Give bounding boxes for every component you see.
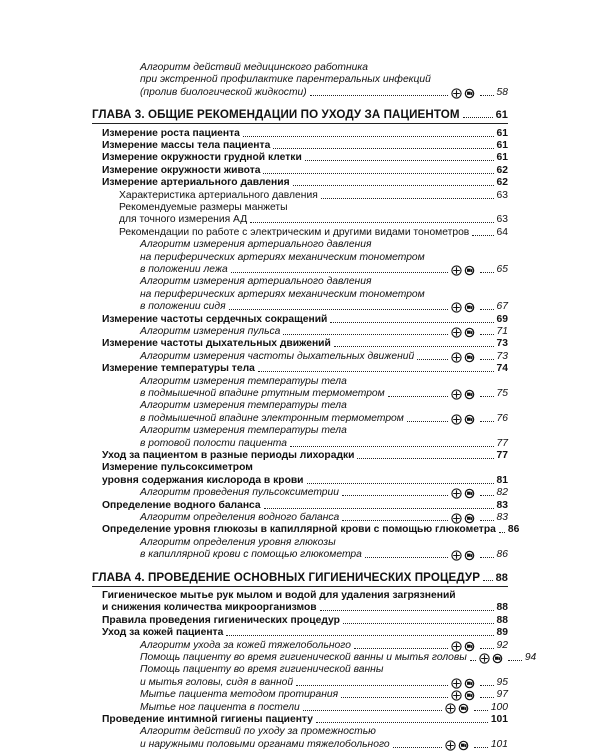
toc-entry-title: Алгоритм измерения артериального давления (140, 276, 372, 288)
dot-leader (480, 494, 494, 496)
toc-entry[interactable] (102, 500, 508, 512)
dot-leader (321, 197, 494, 199)
dot-leader (343, 622, 494, 624)
dot-leader (480, 395, 494, 397)
dot-leader (293, 184, 494, 186)
toc-entry-title: Измерение роста пациента (102, 127, 240, 139)
resource-icons (445, 740, 469, 751)
toc-entry-title: в положении лежа (140, 264, 228, 275)
resource-icons (451, 302, 475, 313)
dot-leader (307, 482, 494, 484)
toc-page-number: 73 (496, 338, 508, 350)
resource-icons (451, 550, 475, 561)
dot-leader (480, 358, 494, 360)
toc-entry-title: Алгоритм действий медицинского работника (140, 62, 368, 73)
toc-entry-title: на периферических артериях механическим тонометром (140, 288, 425, 300)
toc-entry-title: Помощь пациенту во время гигиенической ванны (140, 664, 384, 676)
toc-entry-title: Проведение интимной гигиены пациенту (102, 714, 313, 725)
toc-entry-title: Характеристика артериального давления (119, 189, 318, 201)
toc-entry[interactable] (102, 475, 508, 487)
toc-entry-title: Уход за пациентом в разные периоды лихорадки (102, 450, 355, 461)
toc-page-number: 81 (496, 474, 508, 486)
toc-entry-title: Измерение частоты дыхательных движений (102, 338, 331, 350)
dot-leader (357, 457, 493, 459)
video-icon (464, 678, 475, 689)
toc-entry-title: в положении сидя (140, 301, 226, 313)
dot-leader (341, 696, 447, 698)
dot-leader (480, 519, 494, 521)
toc-entry-title: уровня содержания кислорода в крови (102, 474, 304, 486)
chapter-underline (92, 123, 508, 124)
plus-circle-icon (451, 690, 462, 701)
dot-leader (226, 634, 493, 636)
toc-entry-title: Измерение окружности живота (102, 164, 261, 176)
toc-entry[interactable] (140, 289, 508, 301)
toc-entry-title: на периферических артериях механическим тонометром (140, 251, 425, 263)
dot-leader (250, 221, 493, 223)
video-icon (464, 88, 475, 99)
video-icon (492, 653, 503, 664)
toc-entry-title: и наружными половыми органами тяжелобольного (140, 738, 390, 750)
toc-entry-title: ГЛАВА 3. ОБЩИЕ РЕКОМЕНДАЦИИ ПО УХОДУ ЗА ПАЦИЕНТОМ (92, 108, 460, 122)
toc-page-number: 89 (496, 627, 508, 639)
toc-entry[interactable] (102, 128, 508, 140)
resource-icons (451, 389, 475, 400)
plus-circle-icon (451, 550, 462, 561)
dot-leader (303, 709, 442, 711)
dot-leader (480, 333, 494, 335)
toc-entry[interactable] (140, 689, 508, 701)
toc-page-number: 74 (496, 363, 508, 375)
plus-circle-icon (451, 302, 462, 313)
toc-page-number: 94 (524, 652, 537, 663)
chapter-underline (92, 586, 508, 587)
plus-circle-icon (451, 641, 462, 652)
toc-page-number: 77 (496, 450, 508, 461)
toc-entry[interactable] (102, 590, 508, 602)
toc-entry-title: в подмышечной впадине электронным термометром (140, 412, 404, 424)
video-icon (464, 488, 475, 499)
toc-entry-title: Алгоритм измерения температуры тела (140, 425, 347, 437)
dot-leader (407, 420, 448, 422)
dot-leader (342, 519, 447, 521)
toc-entry-title: Алгоритм измерения температуры тела (140, 400, 347, 412)
dot-leader (316, 721, 488, 723)
toc-entry-title: в ротовой полости пациента (140, 437, 287, 449)
toc-entry-title: Рекомендации по работе с электрическим и другими видами тонометров (119, 226, 470, 238)
toc-entry-title: Алгоритм ухода за кожей тяжелобольного (140, 639, 351, 651)
dot-leader (305, 159, 494, 161)
toc-entry-title: Алгоритм проведения пульсоксиметрии (140, 487, 339, 499)
toc-page-number: 58 (496, 86, 508, 98)
toc-entry[interactable] (140, 726, 508, 738)
toc-entry-title: при экстренной профилактике парентеральных инфекций (140, 74, 431, 86)
toc-entry-title: Рекомендуемые размеры манжеты (119, 202, 288, 213)
toc-entry-title: Измерение пульсоксиметром (102, 462, 253, 474)
plus-circle-icon (451, 352, 462, 363)
video-icon (458, 740, 469, 751)
toc-entry[interactable] (140, 652, 537, 664)
toc-entry-title: в подмышечной впадине ртутным термометром (140, 388, 385, 399)
toc-entry[interactable] (140, 677, 508, 689)
video-icon (464, 414, 475, 425)
toc-entry[interactable] (140, 512, 508, 524)
toc-entry[interactable] (140, 326, 508, 338)
video-icon (464, 550, 475, 561)
toc-page-number: 77 (496, 437, 508, 449)
toc-chapter-heading[interactable] (92, 109, 508, 121)
dot-leader (480, 647, 494, 649)
toc-entry-title: Алгоритм измерения температуры тела (140, 375, 347, 387)
toc-entry-title: Алгоритм измерения частоты дыхательных движений (140, 350, 415, 362)
toc-page-number: 101 (490, 714, 508, 725)
video-icon (464, 641, 475, 652)
toc-entry[interactable] (140, 351, 508, 363)
toc-entry[interactable] (119, 202, 508, 214)
toc-entry[interactable] (102, 627, 508, 639)
toc-entry-title: Правила проведения гигиенических процедур (102, 614, 340, 626)
plus-circle-icon (451, 389, 462, 400)
toc-entry[interactable] (102, 152, 508, 164)
resource-icons (451, 265, 475, 276)
toc-page-number: 73 (496, 350, 508, 362)
toc-entry[interactable] (140, 487, 508, 499)
dot-leader (258, 370, 494, 372)
resource-icons (451, 513, 475, 524)
toc-page-number: 61 (495, 109, 508, 122)
toc-chapter-heading[interactable] (92, 572, 508, 584)
toc-page-number: 61 (496, 152, 508, 164)
toc-page-number: 101 (490, 738, 508, 750)
plus-circle-icon (451, 265, 462, 276)
dot-leader (290, 445, 494, 447)
toc-entry-title: Алгоритм действий по уходу за промежностью (140, 726, 376, 738)
toc-entry-title: (пролив биологической жидкости) (140, 86, 307, 98)
toc-entry[interactable] (140, 549, 508, 561)
dot-leader (483, 579, 493, 581)
plus-circle-icon (451, 414, 462, 425)
dot-leader (474, 746, 488, 748)
toc-entry[interactable] (140, 664, 508, 676)
toc-page-number: 86 (496, 549, 508, 561)
toc-page-number: 82 (496, 487, 508, 499)
toc-entry[interactable] (140, 252, 508, 264)
video-icon (464, 513, 475, 524)
toc-entry[interactable] (102, 165, 508, 177)
toc-entry[interactable] (102, 314, 508, 326)
dot-leader (320, 609, 494, 611)
toc-entry-title: Алгоритм измерения артериального давления (140, 239, 372, 251)
video-icon (458, 703, 469, 714)
toc-entry-title: Измерение массы тела пациента (102, 140, 271, 151)
dot-leader (508, 659, 522, 661)
toc-entry-title: ГЛАВА 4. ПРОВЕДЕНИЕ ОСНОВНЫХ ГИГИЕНИЧЕСКИХ ПРОЦЕДУР (92, 570, 481, 584)
toc-entry[interactable] (140, 264, 508, 276)
toc-page-number: 86 (507, 524, 520, 536)
toc-page-number: 88 (495, 571, 508, 584)
resource-icons (451, 678, 475, 689)
plus-circle-icon (445, 703, 456, 714)
dot-leader (393, 746, 442, 748)
toc-entry-title: Измерение температуры тела (102, 363, 255, 375)
toc-entry[interactable] (119, 214, 508, 226)
dot-leader (480, 556, 494, 558)
toc-entry[interactable] (140, 74, 508, 86)
toc-entry[interactable] (140, 702, 508, 714)
toc-entry[interactable] (102, 462, 508, 474)
toc-page-number: 76 (496, 412, 508, 424)
toc-entry[interactable] (102, 524, 520, 536)
toc-page-number: 69 (496, 313, 508, 325)
toc-entry-title: Гигиеническое мытье рук мылом и водой для удаления загрязнений (102, 590, 456, 601)
dot-leader (231, 271, 448, 273)
toc-entry[interactable] (140, 301, 508, 313)
toc-page-number: 83 (496, 499, 508, 511)
toc-entry-title: Алгоритм измерения пульса (140, 326, 281, 337)
toc-entry[interactable] (102, 363, 508, 375)
dot-leader (354, 647, 448, 649)
toc-page-number: 64 (496, 226, 508, 238)
toc-entry-title: Алгоритм определения водного баланса (140, 512, 340, 523)
toc-entry-title: Помощь пациенту во время гигиенической ванны и мытья головы (140, 652, 467, 663)
dot-leader (480, 684, 494, 686)
dot-leader (480, 420, 494, 422)
toc-page-number: 63 (496, 214, 508, 226)
toc-entry-title: для точного измерения АД (119, 214, 248, 226)
toc-entry[interactable] (140, 537, 508, 549)
plus-circle-icon (451, 678, 462, 689)
dot-leader (480, 94, 494, 96)
toc-entry[interactable] (102, 602, 508, 614)
video-icon (464, 327, 475, 338)
toc-page-number: 62 (496, 177, 508, 189)
resource-icons (451, 690, 475, 701)
dot-leader (273, 147, 493, 149)
resource-icons (451, 488, 475, 499)
toc-page-number: 61 (496, 127, 508, 139)
toc-page-number: 67 (496, 301, 508, 313)
plus-circle-icon (445, 740, 456, 751)
dot-leader (388, 395, 448, 397)
video-icon (464, 352, 475, 363)
toc-entry[interactable] (119, 190, 508, 202)
dot-leader (283, 333, 447, 335)
toc-page-number: 71 (496, 326, 508, 337)
toc-entry-title: Определение водного баланса (102, 499, 261, 511)
video-icon (464, 265, 475, 276)
dot-leader (263, 172, 493, 174)
resource-icons (451, 88, 475, 99)
dot-leader (264, 507, 494, 509)
toc-entry-title: и снижения количества микроорганизмов (102, 602, 317, 614)
toc-entry-title: Алгоритм определения уровня глюкозы (140, 536, 336, 548)
resource-icons (451, 641, 475, 652)
dot-leader (417, 358, 447, 360)
toc-entry-title: Определение уровня глюкозы в капиллярной крови с помощью глюкометра (102, 524, 496, 536)
dot-leader (334, 345, 494, 347)
resource-icons (451, 327, 475, 338)
dot-leader (480, 696, 494, 698)
toc-entry[interactable] (140, 400, 508, 412)
toc-page-number: 62 (496, 164, 508, 176)
toc-entry[interactable] (102, 615, 508, 627)
toc-entry-title: Уход за кожей пациента (102, 627, 224, 639)
toc-page-number: 61 (496, 140, 508, 151)
toc-entry[interactable] (140, 376, 508, 388)
plus-circle-icon (479, 653, 490, 664)
plus-circle-icon (451, 88, 462, 99)
toc-page-number: 88 (496, 614, 508, 626)
dot-leader (229, 308, 448, 310)
toc-entry[interactable] (119, 227, 508, 239)
dot-leader (330, 321, 493, 323)
toc-entry-title: Мытье пациента методом протирания (140, 689, 339, 701)
toc-entry-title: Мытье ног пациента в постели (140, 701, 300, 713)
plus-circle-icon (451, 488, 462, 499)
toc-entry-title: Измерение артериального давления (102, 177, 290, 189)
toc-page-number: 100 (490, 701, 508, 713)
toc-entry[interactable] (140, 739, 508, 751)
dot-leader (472, 234, 493, 236)
toc-entry[interactable] (140, 413, 508, 425)
toc-entry[interactable] (140, 276, 508, 288)
resource-icons (479, 653, 503, 664)
dot-leader (499, 531, 505, 533)
dot-leader (480, 308, 494, 310)
dot-leader (310, 94, 448, 96)
toc-entry[interactable] (102, 338, 508, 350)
resource-icons (445, 703, 469, 714)
plus-circle-icon (451, 513, 462, 524)
toc-entry[interactable] (102, 140, 508, 152)
dot-leader (474, 709, 488, 711)
toc-page-number: 83 (496, 512, 508, 523)
toc-entry[interactable] (140, 425, 508, 437)
dot-leader (470, 659, 476, 661)
toc-page-number: 92 (496, 639, 508, 651)
dot-leader (243, 135, 494, 137)
dot-leader (463, 116, 493, 118)
toc-entry[interactable] (102, 714, 508, 726)
toc-entry[interactable] (102, 450, 508, 462)
toc-entry[interactable] (140, 438, 508, 450)
video-icon (464, 690, 475, 701)
video-icon (464, 302, 475, 313)
toc-entry[interactable] (140, 87, 508, 99)
dot-leader (480, 271, 494, 273)
toc-entry-title: Измерение частоты сердечных сокращений (102, 313, 328, 325)
toc-page-number: 63 (496, 189, 508, 201)
toc-entry-title: Измерение окружности грудной клетки (102, 152, 302, 164)
toc-entry[interactable] (140, 239, 508, 251)
video-icon (464, 389, 475, 400)
toc-page-number: 65 (496, 264, 508, 275)
toc-entry[interactable] (140, 640, 508, 652)
dot-leader (342, 494, 448, 496)
toc-entry[interactable] (102, 177, 508, 189)
resource-icons (451, 414, 475, 425)
toc-page-number: 75 (496, 388, 508, 399)
dot-leader (296, 684, 447, 686)
toc-page-number: 95 (496, 676, 508, 688)
toc-entry-title: в капиллярной крови с помощью глюкометра (140, 549, 362, 561)
resource-icons (451, 352, 475, 363)
toc-entry[interactable] (140, 62, 508, 74)
toc-page-number: 97 (496, 689, 508, 701)
toc-entry[interactable] (140, 388, 508, 400)
plus-circle-icon (451, 327, 462, 338)
toc-page-number: 88 (496, 602, 508, 614)
dot-leader (365, 556, 448, 558)
toc-entry-title: и мытья головы, сидя в ванной (140, 676, 294, 688)
